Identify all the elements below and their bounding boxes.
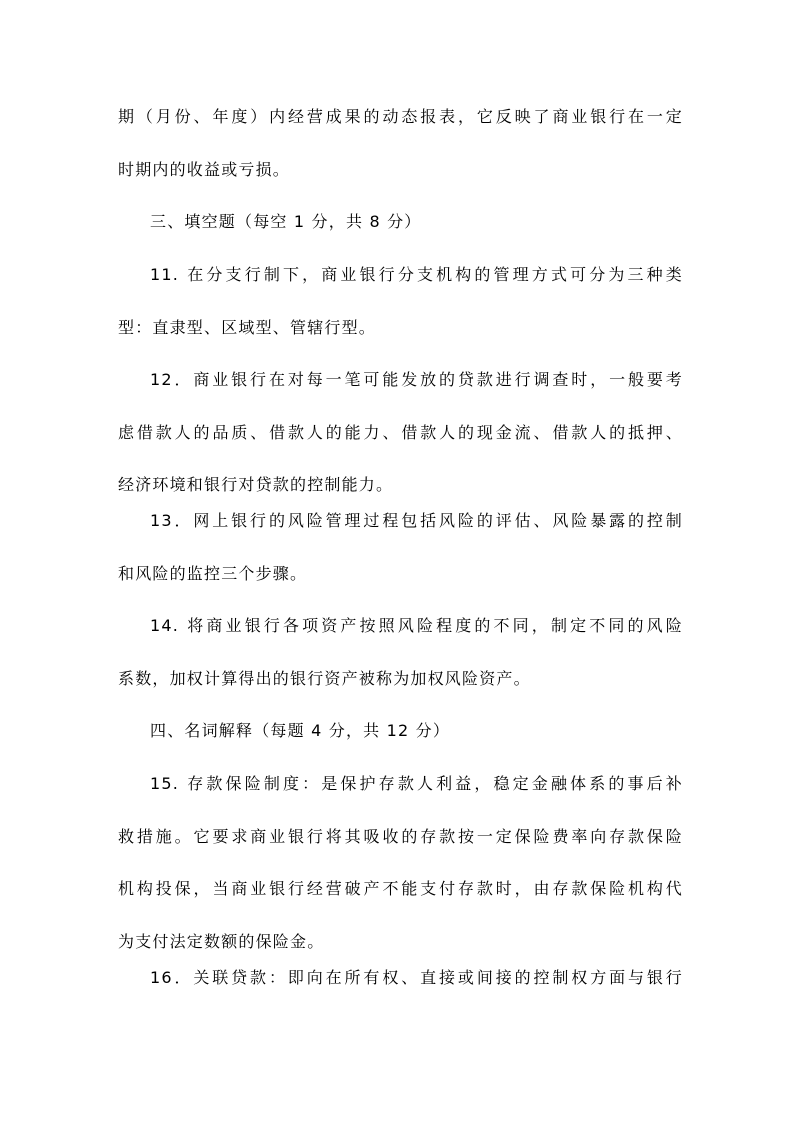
paragraph-income-statement [118, 102, 683, 207]
question-11 [118, 260, 683, 365]
text-line: 12．商业银行在对每一笔可能发放的贷款进行调查时，一般要考 [150, 370, 683, 389]
section-heading: 三、填空题（每空 1 分，共 8 分） [150, 212, 422, 231]
question-12 [118, 365, 683, 523]
text-line: 为支付法定数额的保险金。 [118, 931, 325, 951]
section-heading-fill-in-blank [118, 207, 683, 260]
text-line: 型：直隶型、区域型、管辖行型。 [118, 317, 377, 337]
text-line: 16．关联贷款：即向在所有权、直接或间接的控制权方面与银行 [150, 968, 683, 987]
text-line: 13．网上银行的风险管理过程包括风险的评估、风险暴露的控制 [150, 511, 683, 530]
text-line: 11. 在分支行制下，商业银行分支机构的管理方式可分为三种类 [150, 265, 683, 284]
text-line: 虑借款人的品质、借款人的能力、借款人的现金流、借款人的抵押、 [118, 422, 683, 442]
text-line: 14. 将商业银行各项资产按照风险程度的不同，制定不同的风险 [150, 616, 683, 635]
section-heading-terms [118, 716, 683, 769]
question-15 [118, 769, 683, 979]
question-13 [118, 506, 683, 611]
text-line: 系数，加权计算得出的银行资产被称为加权风险资产。 [118, 668, 531, 688]
question-16 [118, 963, 683, 1016]
text-line: 救措施。它要求商业银行将其吸收的存款按一定保险费率向存款保险 [118, 826, 683, 846]
text-line: 15. 存款保险制度：是保护存款人利益，稳定金融体系的事后补 [150, 774, 683, 793]
text-line: 机构投保，当商业银行经营破产不能支付存款时，由存款保险机构代 [118, 879, 683, 898]
text-line: 和风险的监控三个步骤。 [118, 563, 308, 583]
text-line: 时期内的收益或亏损。 [118, 159, 291, 179]
section-heading: 四、名词解释（每题 4 分，共 12 分） [150, 721, 451, 740]
text-line: 经济环境和银行对贷款的控制能力。 [118, 475, 394, 494]
question-14 [118, 611, 683, 716]
text-line: 期（月份、年度）内经营成果的动态报表，它反映了商业银行在一定 [118, 107, 683, 126]
